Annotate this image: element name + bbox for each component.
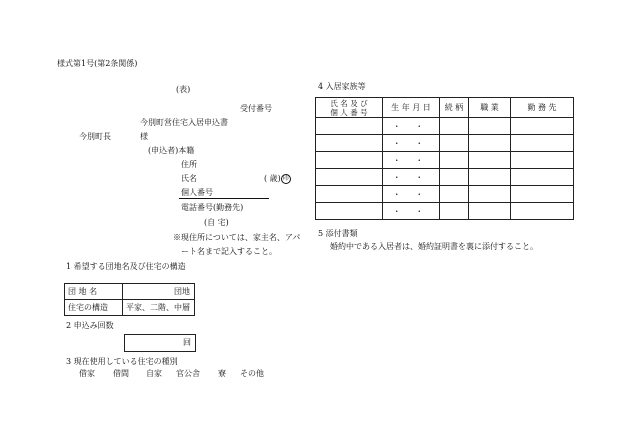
housing-type-option: 借間 bbox=[113, 369, 129, 378]
birth-date-cell: ・ ・ bbox=[383, 118, 440, 135]
table-row bbox=[316, 203, 574, 220]
personal-number-label: 個人番号 bbox=[181, 188, 213, 197]
section2-title: 2 申込み回数 bbox=[66, 321, 114, 330]
section3-title: 3 現在使用している住宅の種別 bbox=[66, 357, 178, 366]
birth-date-cell: ・ ・ bbox=[383, 152, 440, 169]
name-label: 氏名 bbox=[181, 174, 197, 183]
application-count-unit: 回 bbox=[183, 338, 191, 347]
form-title: 今別町営住宅入居申込書 bbox=[140, 118, 228, 127]
receipt-label: 受付番号 bbox=[240, 104, 272, 113]
section1-title: 1 希望する団地名及び住宅の構造 bbox=[66, 262, 186, 271]
family-name-header: 氏 名 及 び 個 人 番 号 bbox=[316, 98, 383, 118]
housing-type-option: 寮 bbox=[218, 369, 226, 378]
housing-type-option: 借家 bbox=[79, 369, 95, 378]
table-row bbox=[316, 118, 574, 135]
family-table bbox=[315, 97, 574, 220]
birth-date-cell: ・ ・ bbox=[383, 203, 440, 220]
birth-date-cell: ・ ・ bbox=[383, 169, 440, 186]
age-label: ( 歳) 印 bbox=[264, 174, 289, 183]
housing-type-option: その他 bbox=[240, 369, 264, 378]
family-workplace-header: 勤 務 先 bbox=[511, 98, 574, 118]
table-row bbox=[316, 169, 574, 186]
family-occupation-header: 職 業 bbox=[469, 98, 511, 118]
application-count-box bbox=[124, 334, 196, 352]
phone-label: 電話番号(勤務先) bbox=[181, 203, 244, 212]
table-row bbox=[316, 152, 574, 169]
table-row bbox=[316, 135, 574, 152]
personal-number-underline bbox=[179, 198, 269, 199]
addressee: 今別町長 bbox=[79, 132, 111, 141]
housing-table bbox=[64, 283, 195, 316]
seal-icon: 印 bbox=[282, 175, 289, 182]
birth-date-cell: ・ ・ bbox=[383, 135, 440, 152]
family-relation-header: 続 柄 bbox=[440, 98, 469, 118]
note-line1: ※現住所については、家主名、アパ bbox=[173, 233, 301, 242]
housing-area-value: 団地 bbox=[123, 284, 195, 300]
applicant-domicile-label: (申込者)本籍 bbox=[148, 146, 195, 155]
housing-type-option: 官公舎 bbox=[176, 369, 200, 378]
honorific: 様 bbox=[140, 132, 148, 141]
housing-area-label: 団 地 名 bbox=[65, 284, 123, 300]
family-birth-header: 生 年 月 日 bbox=[383, 98, 440, 118]
section4-title: 4 入居家族等 bbox=[318, 82, 366, 91]
home-label: (自 宅) bbox=[204, 218, 229, 227]
table-row bbox=[316, 186, 574, 203]
note-line2: ート名まで記入すること。 bbox=[181, 247, 277, 256]
housing-structure-value: 平家、二階、中層 bbox=[123, 300, 195, 316]
address-label: 住所 bbox=[181, 160, 197, 169]
housing-structure-label: 住宅の構造 bbox=[65, 300, 123, 316]
section5-text: 婚約中である入居者は、婚約証明書を裏に添付すること。 bbox=[330, 242, 538, 251]
section5-title: 5 添付書類 bbox=[318, 229, 358, 238]
housing-type-option: 自家 bbox=[146, 369, 162, 378]
birth-date-cell: ・ ・ bbox=[383, 186, 440, 203]
form-number: 様式第1号(第2条関係) bbox=[57, 59, 138, 68]
side-label: (表) bbox=[176, 85, 191, 94]
